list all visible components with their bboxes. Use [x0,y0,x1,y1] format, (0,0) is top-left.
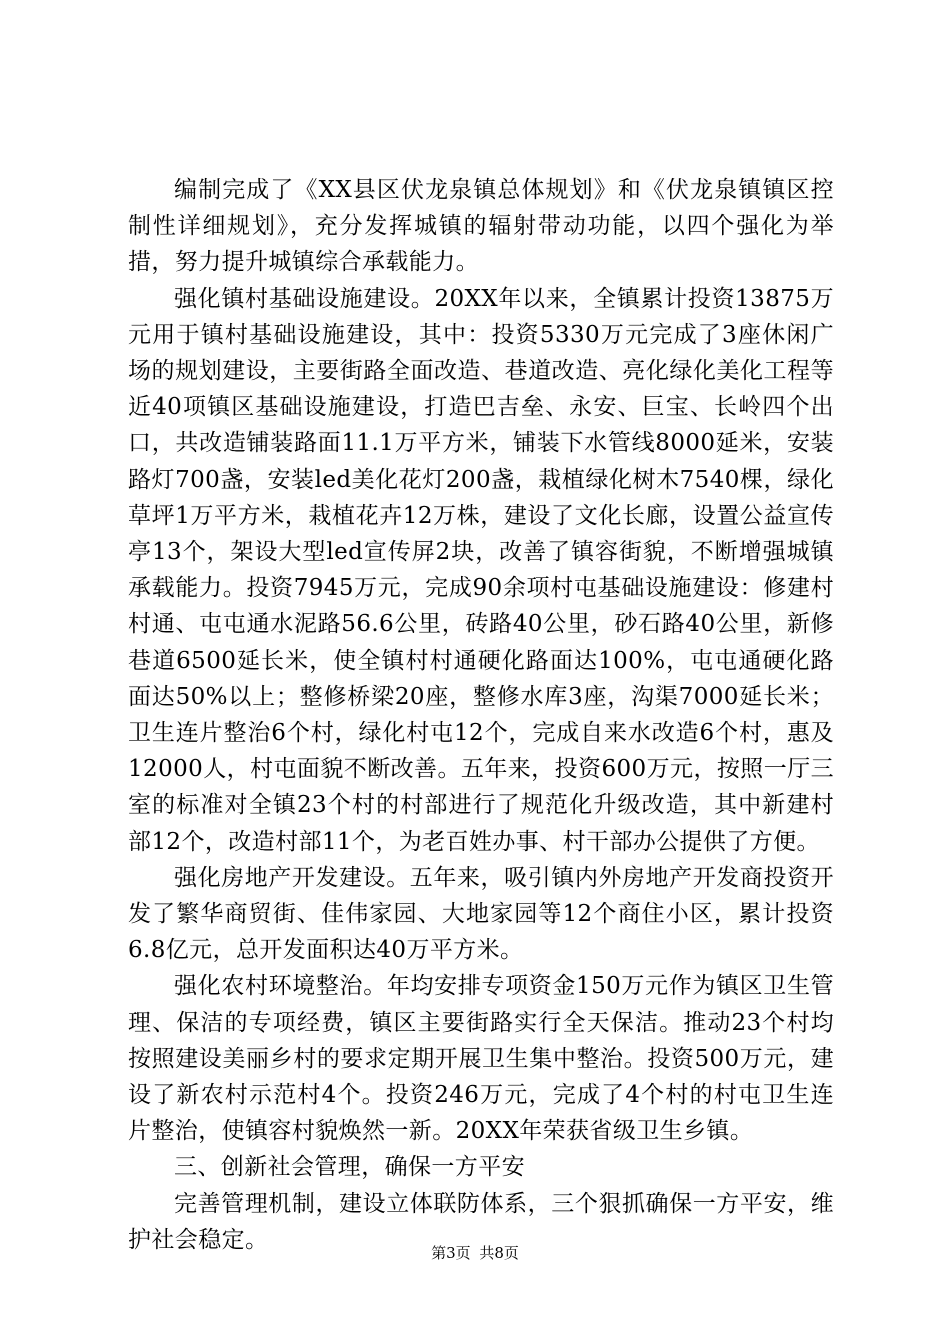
page-number: 第3页 [431,1244,471,1262]
page-footer [0,1243,950,1263]
paragraph-real-estate: 强化房地产开发建设。五年来，吸引镇内外房地产开发商投资开发了繁华商贸街、佳伟家园、大地家园等12个商住小区，累计投资6.8亿元，总开发面积达40万平方米。 [128,864,834,964]
paragraph-infrastructure: 强化镇村基础设施建设。20XX年以来，全镇累计投资13875万元用于镇村基础设施建设，其中：投资5330万元完成了3座休闲广场的规划建设，主要街路全面改造、巷道改造、亮化绿化美化工程等近40项镇区基础设施建设，打造巴吉垒、永安、巨宝、长岭四个出口，共改造铺装路面11.1万平方米，铺装下水管线8000延米，安装路灯700盏，安装led美化花灯200盏，栽植绿化树木7540棵，绿化草坪1万平方米，栽植花卉12万株，建设了文化长廊，设置公益宣传亭13个，架设大型led宣传屏2块，改善了镇容街貌，不断增强城镇承载能力。投资7945万元，完成90余项村屯基础设施建设：修建村村通、屯屯通水泥路56.6公里，砖路40公里，砂石路40公里，新修巷道6500延长米，使全镇村村通硬化路面达100%，屯屯通硬化路面达50%以上；整修桥梁20座，整修水库3座，沟渠7000延长米；卫生连片整治6个村，绿化村屯12个，完成自来水改造6个村，惠及12000人，村屯面貌不断改善。五年来，投资600万元，按照一厅三室的标准对全镇23个村的村部进行了规范化升级改造，其中新建村部12个，改造村部11个，为老百姓办事、村干部办公提供了方便。 [128,285,834,855]
page-total: 共8页 [479,1244,519,1262]
paragraph-environment: 强化农村环境整治。年均安排专项资金150万元作为镇区卫生管理、保洁的专项经费，镇区主要街路实行全天保洁。推动23个村均按照建设美丽乡村的要求定期开展卫生集中整治。投资500万元，建设了新农村示范村4个。投资246万元，完成了4个村的村屯卫生连片整治，使镇容村貌焕然一新。20XX年荣获省级卫生乡镇。 [128,973,834,1145]
paragraph-management-mechanism: 完善管理机制，建设立体联防体系，三个狠抓确保一方平安，维护社会稳定。 [128,1190,834,1253]
section-heading-social-management: 三、创新社会管理，确保一方平安 [174,1154,525,1181]
document-body [128,172,834,1258]
paragraph-planning: 编制完成了《XX县区伏龙泉镇总体规划》和《伏龙泉镇镇区控制性详细规划》，充分发挥城镇的辐射带动功能，以四个强化为举措，努力提升城镇综合承载能力。 [128,177,834,276]
